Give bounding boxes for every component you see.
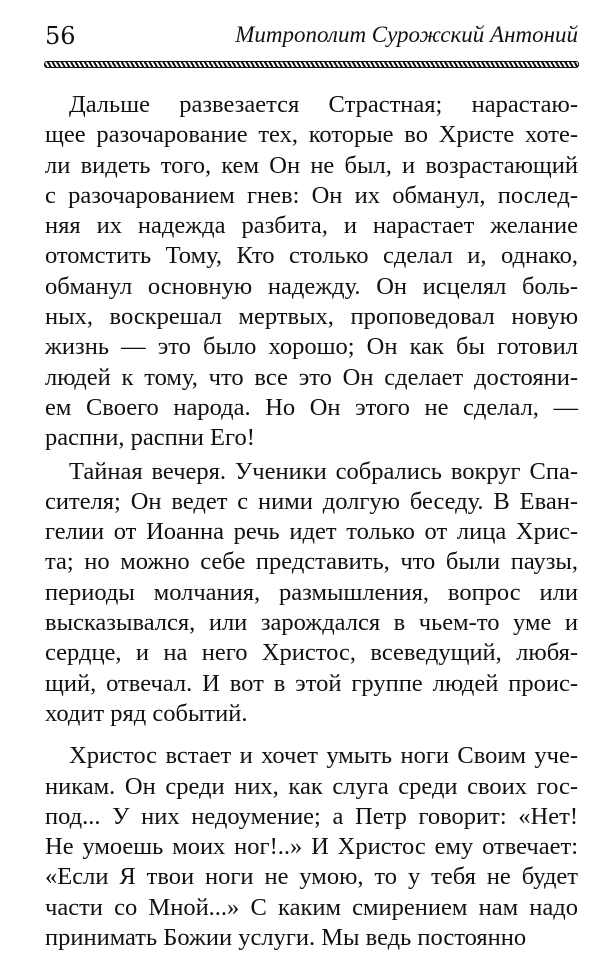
text-line: та; но можно себе представить, что были паузы,	[45, 548, 578, 576]
text-line: Не умоешь моих ног!..» И Христос ему отвечает:	[45, 833, 578, 861]
text-line: ем Своего народа. Но Он этого не сделал, —	[45, 393, 578, 421]
text-line: периоды молчания, размышления, вопрос или	[45, 578, 578, 606]
decorative-rope-rule	[44, 61, 579, 68]
body-text	[45, 90, 578, 956]
text-line: с разочарованием гнев: Он их обманул, послед-	[45, 181, 578, 209]
text-line: Тайная вечеря. Ученики собрались вокруг Спа-	[69, 457, 578, 485]
text-line: Дальше развезается Страстная; нарастаю-	[69, 91, 578, 118]
text-line: ли видеть того, кем Он не был, и возрастающий	[45, 151, 578, 179]
paragraph	[45, 457, 578, 730]
text-line: жизнь — это было хорошо; Он как бы готовил	[45, 333, 578, 361]
text-line: няя их надежда разбита, и нарастает желание	[45, 212, 578, 240]
text-line: «Если Я твои ноги не умою, то у тебя не будет	[45, 863, 578, 891]
text-line: никам. Он среди них, как слуга среди своих гос-	[45, 772, 578, 800]
text-line: распни, распни Его!	[45, 424, 255, 452]
text-line: сердце, и на него Христос, всеведущий, любя-	[45, 639, 578, 667]
text-line: людей к тому, что все это Он сделает достояни-	[45, 363, 578, 391]
text-line: под... У них недоумение; а Петр говорит: «Нет!	[45, 802, 578, 830]
text-line: отомстить Тому, Кто столько сделал и, однако,	[45, 242, 578, 270]
text-line: щий, отвечал. И вот в этой группе людей проис-	[45, 669, 578, 697]
text-line: щее разочарование тех, которые во Христе хоте-	[45, 121, 578, 149]
paragraph	[45, 741, 578, 953]
text-line: обманул основную надежду. Он исцелял боль-	[45, 272, 578, 300]
text-line: высказывался, или зарождался в чьем-то уме и	[45, 609, 578, 637]
text-line: ных, воскрешал мертвых, проповедовал новую	[45, 303, 578, 331]
text-line: сителя; Он ведет с ними долгую беседу. В Еван-	[45, 487, 578, 515]
text-line: принимать Божии услуги. Мы ведь постоянно	[45, 924, 527, 952]
text-line: гелии от Иоанна речь идет только от лица Хрис-	[45, 518, 578, 546]
text-line: ходит ряд событий.	[45, 699, 248, 727]
running-title: Митрополит Сурожский Антоний	[235, 22, 578, 47]
text-line: части со Мной...» С каким смирением нам надо	[45, 893, 578, 921]
text-line: Христос встает и хочет умыть ноги Своим уче-	[69, 742, 578, 770]
running-header	[45, 22, 578, 52]
page-number: 56	[45, 22, 76, 50]
paragraph	[45, 90, 578, 454]
